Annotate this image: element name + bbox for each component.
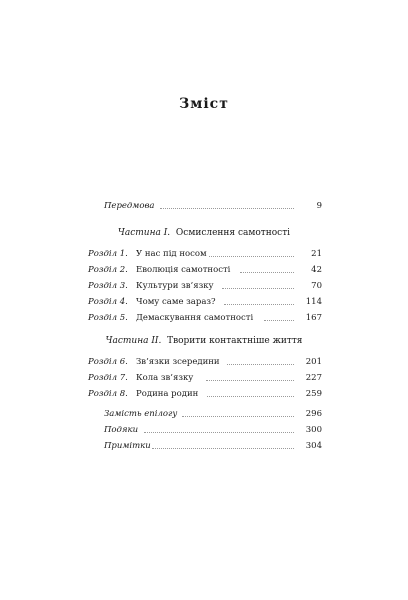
chapter-title: У нас під носом xyxy=(136,249,207,259)
page-number: 304 xyxy=(305,441,322,451)
chapter-label: Розділ 1. xyxy=(88,249,128,259)
part-heading-1 xyxy=(0,226,408,240)
page-number: 114 xyxy=(305,297,322,307)
chapter-title: Культури зв’язку xyxy=(136,281,214,291)
toc-entry-chapter-8[interactable] xyxy=(0,387,408,401)
toc-entry-chapter-2[interactable] xyxy=(0,263,408,277)
backmatter-label: Примітки xyxy=(104,441,151,451)
toc-entry-chapter-1[interactable] xyxy=(0,247,408,261)
leader-dots xyxy=(240,272,294,273)
chapter-label: Розділ 4. xyxy=(88,297,128,307)
page-number: 300 xyxy=(305,425,322,435)
toc-entry-chapter-6[interactable] xyxy=(0,355,408,369)
leader-dots xyxy=(182,416,294,417)
page-number: 42 xyxy=(311,265,322,275)
chapter-label: Розділ 6. xyxy=(88,357,128,367)
page-number: 201 xyxy=(305,357,322,367)
leader-dots xyxy=(207,396,294,397)
chapter-label: Розділ 7. xyxy=(88,373,128,383)
toc-entry-epilogue[interactable] xyxy=(0,407,408,421)
page-number: 167 xyxy=(305,313,322,323)
chapter-label: Розділ 3. xyxy=(88,281,128,291)
page-number: 70 xyxy=(311,281,322,291)
toc-entry-acknowledgments[interactable] xyxy=(0,423,408,437)
chapter-title: Чому саме зараз? xyxy=(136,297,216,307)
page-number: 259 xyxy=(305,389,322,399)
leader-dots xyxy=(144,432,294,433)
toc-entry-chapter-7[interactable] xyxy=(0,371,408,385)
chapter-label: Розділ 2. xyxy=(88,265,128,275)
part-label: Частина II. xyxy=(105,336,162,346)
page-title: Зміст xyxy=(179,96,229,112)
preface-label: Передмова xyxy=(104,201,155,211)
chapter-title: Демаскування самотності xyxy=(136,313,254,323)
chapter-title: Зв’язки зсередини xyxy=(136,357,220,367)
part-title: Осмислення самотності xyxy=(175,228,291,238)
toc-entry-chapter-5[interactable] xyxy=(0,311,408,325)
chapter-title: Кола зв’язку xyxy=(136,373,194,383)
leader-dots xyxy=(222,288,294,289)
page-number: 227 xyxy=(305,373,322,383)
leader-dots xyxy=(264,320,294,321)
page-number: 9 xyxy=(316,201,322,211)
leader-dots xyxy=(160,208,294,209)
backmatter-label: Подяки xyxy=(104,425,139,435)
backmatter-label: Замість епілогу xyxy=(104,409,178,419)
toc-entry-chapter-3[interactable] xyxy=(0,279,408,293)
chapter-title: Еволюція самотності xyxy=(136,265,231,275)
leader-dots xyxy=(209,256,294,257)
page-number: 296 xyxy=(305,409,322,419)
chapter-label: Розділ 8. xyxy=(88,389,128,399)
leader-dots xyxy=(206,380,294,381)
part-label: Частина I. xyxy=(117,228,171,238)
leader-dots xyxy=(152,448,294,449)
chapter-label: Розділ 5. xyxy=(88,313,128,323)
toc-entry-notes[interactable] xyxy=(0,439,408,453)
page-number: 21 xyxy=(311,249,322,259)
leader-dots xyxy=(227,364,294,365)
chapter-title: Родина родин xyxy=(136,389,199,399)
part-title: Творити контактніше життя xyxy=(167,336,303,346)
part-heading-2 xyxy=(0,334,408,348)
toc-entry-chapter-4[interactable] xyxy=(0,295,408,309)
leader-dots xyxy=(224,304,294,305)
toc-entry-preface[interactable] xyxy=(0,199,408,213)
